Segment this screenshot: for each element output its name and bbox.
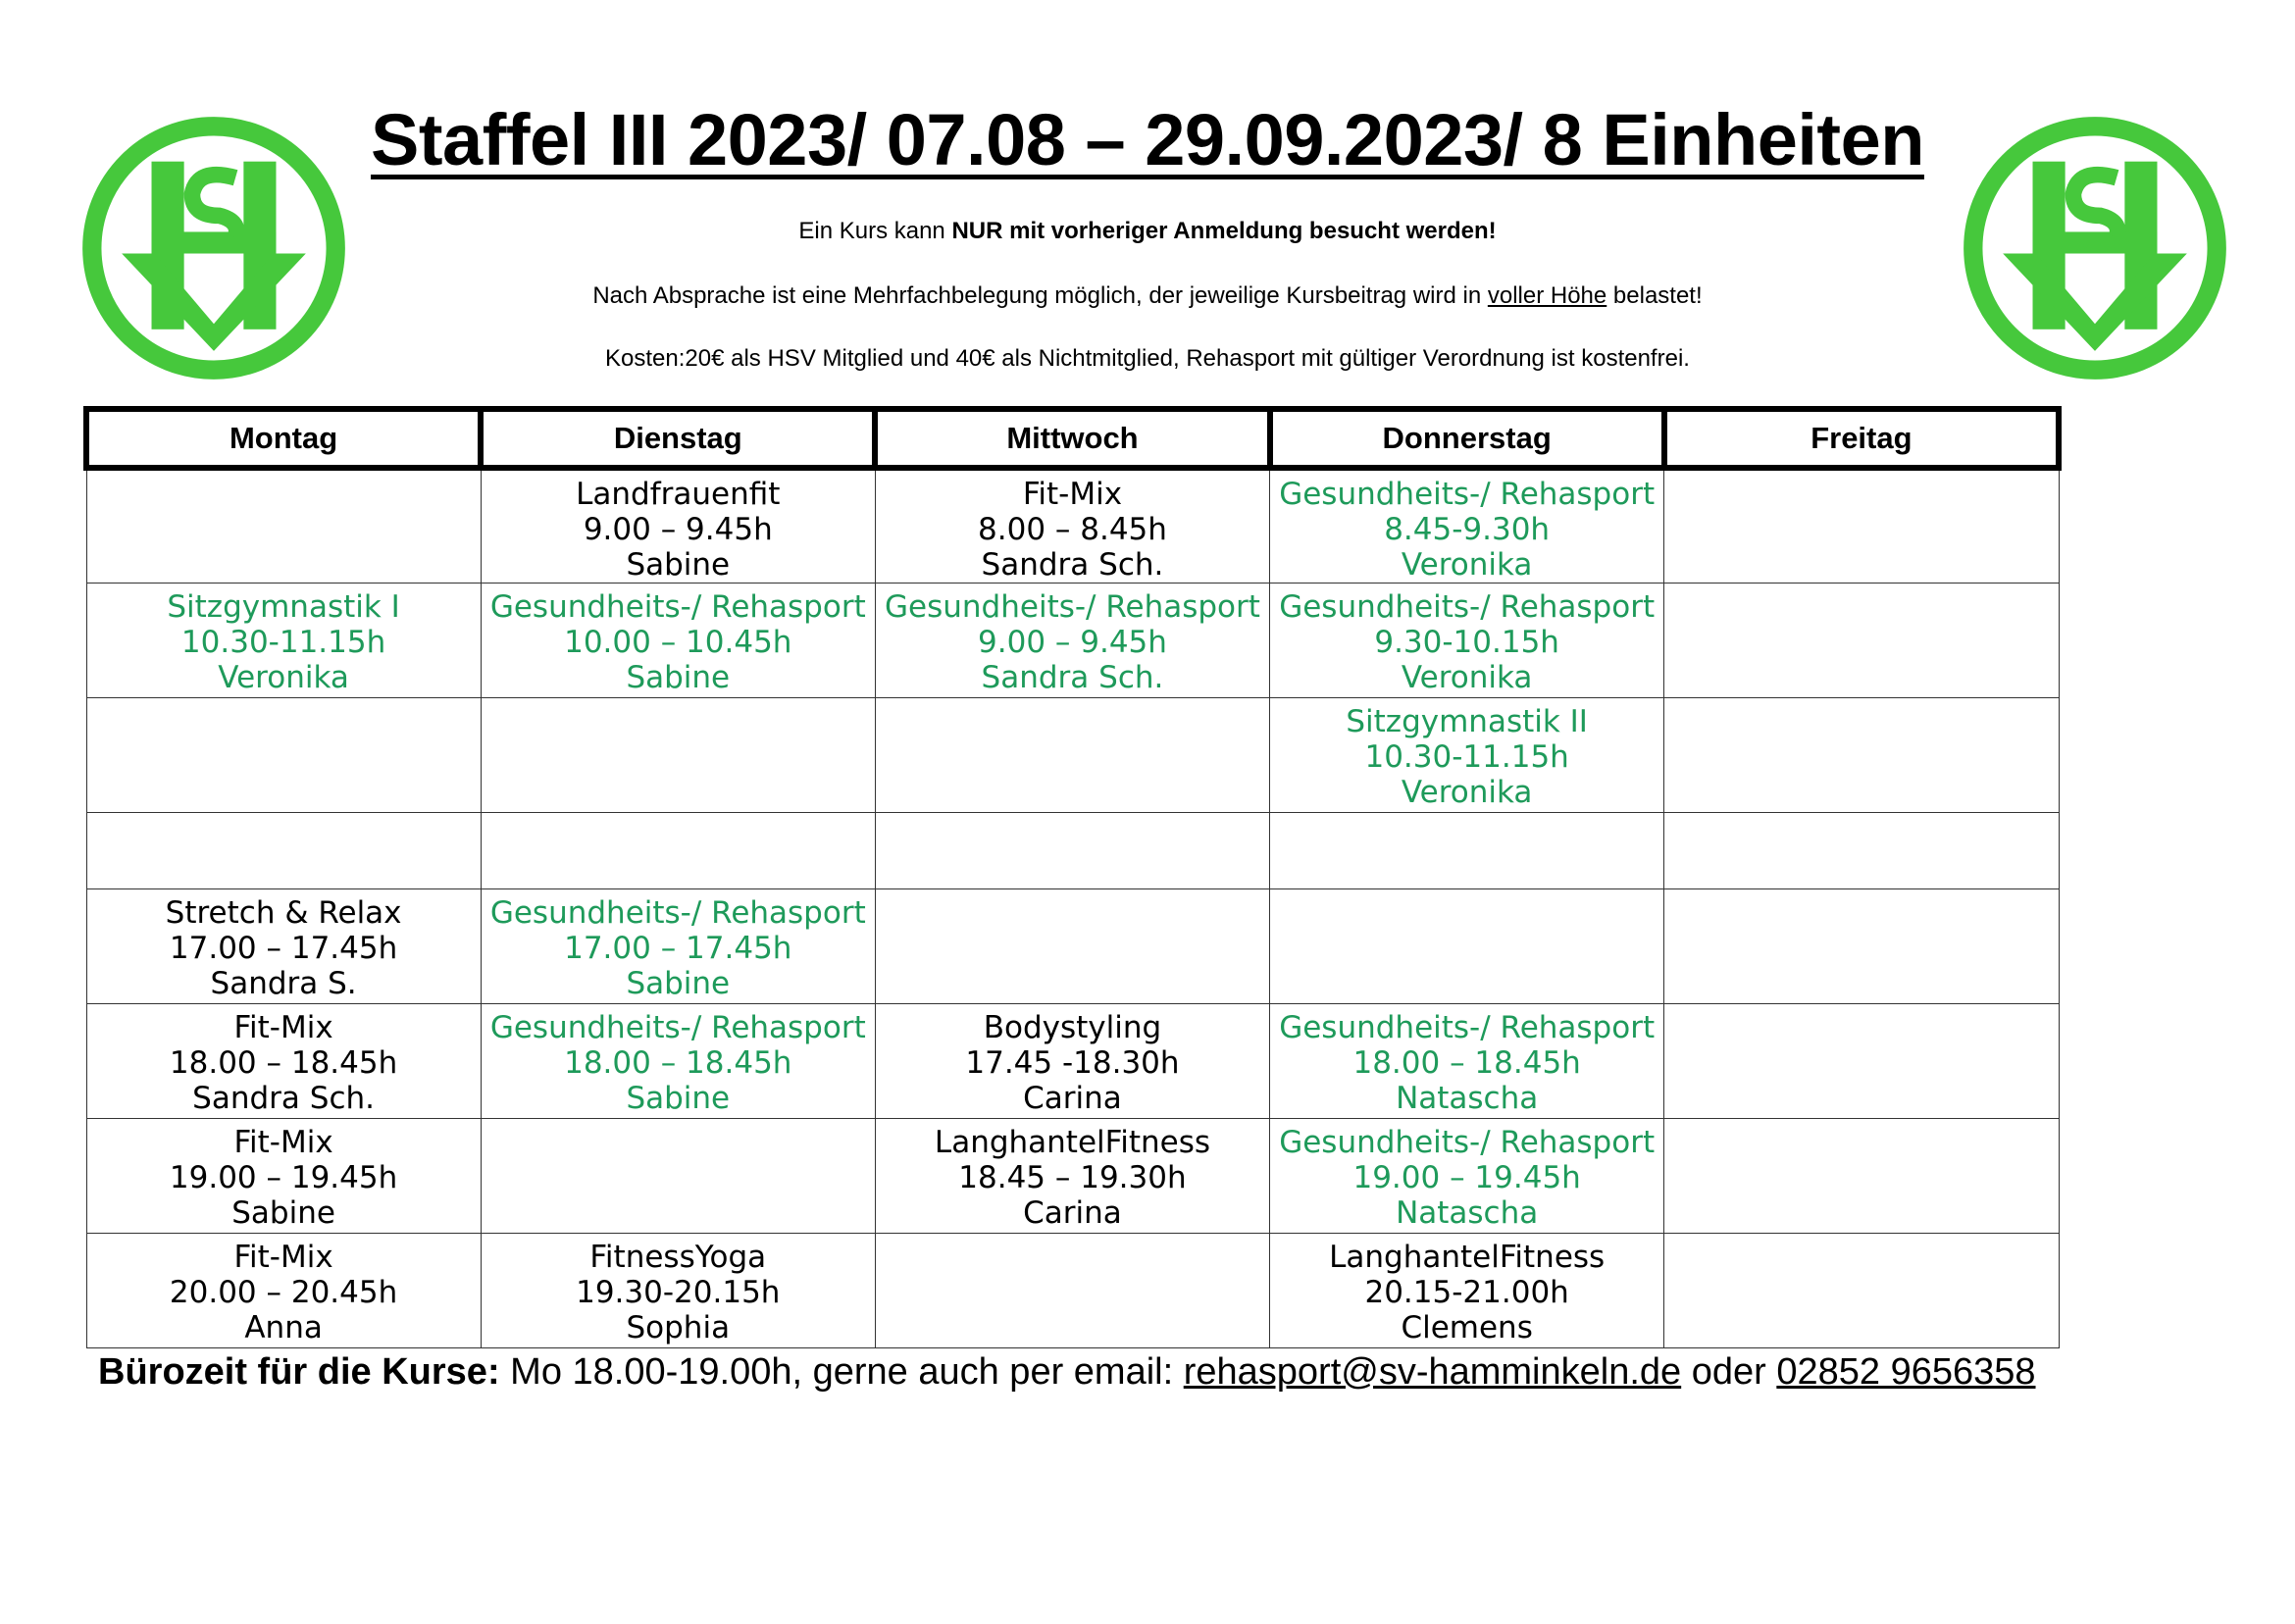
course-time: 10.00 – 10.45h <box>564 625 792 660</box>
course-trainer: Sophia <box>626 1310 731 1345</box>
cost-note: Kosten:20€ als HSV Mitglied und 40€ als Nichtmitglied, Rehasport mit gültiger Verordnung ist kostenfrei. <box>605 345 1690 372</box>
course-cell <box>1664 584 2059 698</box>
course-cell <box>86 813 481 889</box>
course-name: Gesundheits-/ Rehasport <box>489 895 866 931</box>
multiple-booking-note: Nach Absprache ist eine Mehrfachbelegung möglich, der jeweilige Kursbeitrag wird in voller Höhe belastet! <box>592 282 1703 309</box>
course-trainer: Sabine <box>626 547 731 583</box>
course-cell <box>1664 1234 2059 1348</box>
course-time: 18.00 – 18.45h <box>169 1045 398 1081</box>
course-time: 18.00 – 18.45h <box>1352 1045 1581 1081</box>
course-trainer: Sabine <box>626 660 731 695</box>
course-cell <box>1270 584 1664 698</box>
course-cell <box>1270 468 1664 584</box>
phone-link[interactable]: 02852 9656358 <box>1776 1351 2036 1393</box>
page-title: Staffel III 2023/ 07.08 – 29.09.2023/ 8 Einheiten <box>371 99 1924 180</box>
course-cell <box>86 1004 481 1119</box>
course-name: Fit-Mix <box>233 1240 333 1275</box>
course-time: 8.45-9.30h <box>1384 512 1551 547</box>
email-link[interactable]: rehasport@sv-hamminkeln.de <box>1183 1351 1682 1393</box>
course-trainer: Sabine <box>231 1195 335 1231</box>
course-cell <box>481 584 875 698</box>
course-cell <box>1270 813 1664 889</box>
course-cell <box>1664 813 2059 889</box>
course-trainer: Sandra S. <box>210 966 357 1001</box>
course-cell <box>1270 1119 1664 1234</box>
course-time: 17.00 – 17.45h <box>169 931 398 966</box>
course-name: Gesundheits-/ Rehasport <box>1279 1125 1656 1160</box>
course-time: 10.30-11.15h <box>1364 739 1569 775</box>
day-header-row <box>86 409 2059 468</box>
course-trainer: Sabine <box>626 1081 731 1116</box>
course-time: 20.15-21.00h <box>1364 1275 1569 1310</box>
course-trainer: Sandra Sch. <box>192 1081 375 1116</box>
course-trainer: Natascha <box>1396 1195 1539 1231</box>
course-trainer: Sabine <box>626 966 731 1001</box>
day-header: Montag <box>86 409 481 468</box>
course-time: 9.00 – 9.45h <box>583 512 773 547</box>
course-cell <box>1270 698 1664 813</box>
course-cell <box>481 1004 875 1119</box>
course-name: Gesundheits-/ Rehasport <box>1279 477 1656 512</box>
day-header: Dienstag <box>481 409 875 468</box>
course-cell <box>875 1234 1269 1348</box>
course-trainer: Veronika <box>1401 660 1533 695</box>
course-cell <box>1664 1004 2059 1119</box>
course-time: 19.00 – 19.45h <box>1352 1160 1581 1195</box>
course-cell <box>1270 1004 1664 1119</box>
course-trainer: Veronika <box>1401 775 1533 810</box>
course-time: 17.00 – 17.45h <box>564 931 792 966</box>
course-trainer: Natascha <box>1396 1081 1539 1116</box>
course-time: 20.00 – 20.45h <box>169 1275 398 1310</box>
course-cell <box>875 468 1269 584</box>
course-name: LanghantelFitness <box>1329 1240 1606 1275</box>
day-header: Freitag <box>1664 409 2059 468</box>
course-cell <box>86 698 481 813</box>
course-cell <box>86 584 481 698</box>
course-name: Gesundheits-/ Rehasport <box>489 589 866 625</box>
course-name: LanghantelFitness <box>934 1125 1211 1160</box>
course-cell <box>86 468 481 584</box>
course-time: 8.00 – 8.45h <box>978 512 1167 547</box>
course-time: 9.30-10.15h <box>1374 625 1559 660</box>
course-cell <box>875 1004 1269 1119</box>
course-cell <box>86 1234 481 1348</box>
course-trainer: Sandra Sch. <box>981 547 1164 583</box>
schedule-row <box>86 698 2059 813</box>
course-cell <box>86 889 481 1004</box>
course-cell <box>1270 1234 1664 1348</box>
course-cell <box>1664 468 2059 584</box>
course-cell <box>875 813 1269 889</box>
schedule-row <box>86 1119 2059 1234</box>
course-cell <box>481 698 875 813</box>
course-cell <box>1664 889 2059 1004</box>
course-cell <box>481 468 875 584</box>
course-cell <box>1664 698 2059 813</box>
course-schedule-table <box>83 406 2062 1348</box>
course-name: Gesundheits-/ Rehasport <box>885 589 1260 625</box>
day-header: Donnerstag <box>1270 409 1664 468</box>
office-hours-footer: Bürozeit für die Kurse: Mo 18.00-19.00h, gerne auch per email: rehasport@sv-hamminkeln.de oder 02852 9656358 <box>98 1351 2036 1393</box>
course-time: 9.00 – 9.45h <box>978 625 1167 660</box>
course-cell <box>875 584 1269 698</box>
course-time: 19.00 – 19.45h <box>169 1160 398 1195</box>
course-cell <box>481 1119 875 1234</box>
course-trainer: Clemens <box>1401 1310 1533 1345</box>
course-time: 18.45 – 19.30h <box>958 1160 1187 1195</box>
schedule-row <box>86 1234 2059 1348</box>
course-name: Fit-Mix <box>233 1010 333 1045</box>
course-name: FitnessYoga <box>589 1240 767 1275</box>
course-cell <box>1664 1119 2059 1234</box>
course-cell <box>481 889 875 1004</box>
course-cell <box>1270 889 1664 1004</box>
schedule-row <box>86 813 2059 889</box>
course-trainer: Veronika <box>218 660 349 695</box>
course-time: 18.00 – 18.45h <box>564 1045 792 1081</box>
course-cell <box>481 1234 875 1348</box>
course-trainer: Anna <box>244 1310 323 1345</box>
course-time: 17.45 -18.30h <box>965 1045 1180 1081</box>
course-cell <box>875 889 1269 1004</box>
course-name: Stretch & Relax <box>165 895 402 931</box>
day-header: Mittwoch <box>875 409 1269 468</box>
schedule-row <box>86 889 2059 1004</box>
course-cell <box>86 1119 481 1234</box>
course-cell <box>875 698 1269 813</box>
course-time: 10.30-11.15h <box>180 625 386 660</box>
course-name: Sitzgymnastik I <box>167 589 400 625</box>
schedule-row <box>86 468 2059 584</box>
course-name: Landfrauenfit <box>576 477 781 512</box>
course-name: Fit-Mix <box>233 1125 333 1160</box>
course-name: Gesundheits-/ Rehasport <box>489 1010 866 1045</box>
course-trainer: Veronika <box>1401 547 1533 583</box>
course-name: Gesundheits-/ Rehasport <box>1279 1010 1656 1045</box>
course-name: Bodystyling <box>983 1010 1162 1045</box>
course-trainer: Carina <box>1023 1081 1122 1116</box>
course-trainer: Carina <box>1023 1195 1122 1231</box>
course-name: Sitzgymnastik II <box>1346 704 1588 739</box>
course-cell <box>875 1119 1269 1234</box>
course-name: Gesundheits-/ Rehasport <box>1279 589 1656 625</box>
schedule-row <box>86 584 2059 698</box>
course-name: Fit-Mix <box>1022 477 1123 512</box>
course-trainer: Sandra Sch. <box>981 660 1164 695</box>
course-cell <box>481 813 875 889</box>
schedule-row <box>86 1004 2059 1119</box>
registration-note: Ein Kurs kann NUR mit vorheriger Anmeldung besucht werden! <box>798 218 1497 244</box>
course-time: 19.30-20.15h <box>576 1275 781 1310</box>
